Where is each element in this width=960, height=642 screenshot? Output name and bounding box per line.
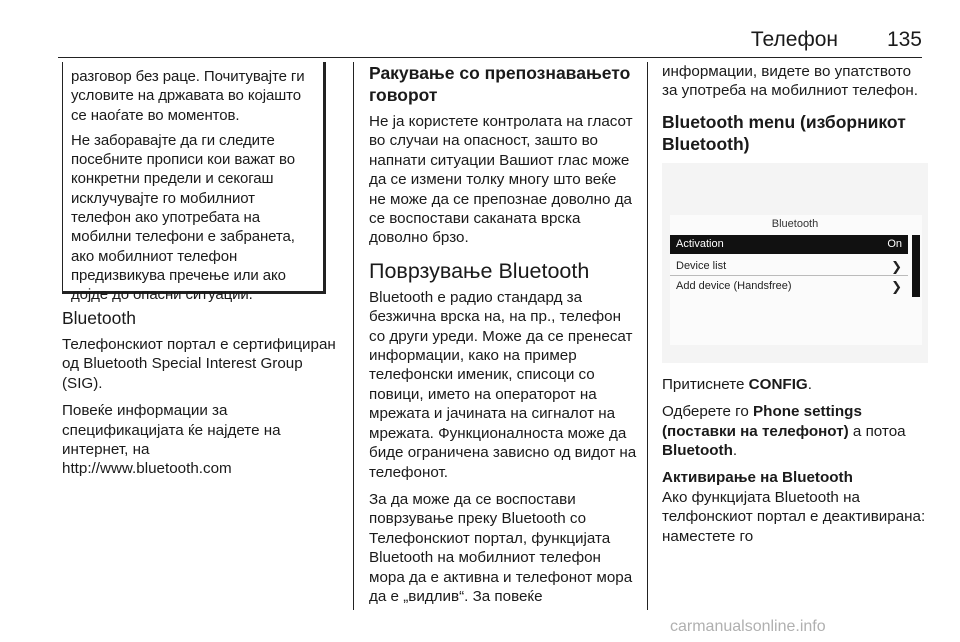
warning-text-1: разговор без раце. Почитувајте ги условите на државата во којашто се наоѓате во моментов.: [71, 68, 305, 124]
voice-heading: Ракување со препознавањето говорот: [369, 63, 631, 105]
menu-item-add-device[interactable]: [670, 277, 908, 296]
menu-item-label: Add device (Handsfree): [676, 279, 792, 292]
menu-item-label: Activation: [676, 237, 724, 250]
menu-item-activation[interactable]: [670, 235, 908, 254]
chevron-right-icon: ❯: [891, 258, 902, 274]
bluetooth-heading: Bluetooth: [62, 308, 136, 328]
bluetooth-connect-paragraph: За да може да се воспостави поврзување преку Bluetooth со Телефонскиот портал, функцијата Bluetooth на мобилниот телефон мора да е активна и телефонот мора да е „видлив“. За повеќе: [369, 490, 633, 605]
select-settings-paragraph: Одберете го Phone settings (поставки на телефонот) а потоа Bluetooth.: [662, 403, 906, 460]
activation-subheading: Активирање на Bluetooth: [662, 469, 853, 487]
column-1: [62, 308, 342, 487]
header-title: Телефон: [750, 28, 838, 51]
sig-paragraph: Телефонскиот портал е сертифициран од Bluetooth Special Interest Group (SIG).: [62, 336, 336, 392]
bluetooth-connection-heading: Поврзување Bluetooth: [369, 258, 590, 283]
bluetooth-menu-heading: Bluetooth menu (изборникот Bluetooth): [662, 111, 906, 154]
watermark: carmanualsonline.info: [670, 618, 826, 635]
bluetooth-menu-screenshot: [662, 163, 928, 363]
screen-title: Bluetooth: [771, 217, 819, 230]
manual-ref-paragraph: информации, видете во упатството за употреба на мобилниот телефон.: [662, 63, 918, 100]
column-3: [662, 62, 928, 554]
bluetooth-standard-paragraph: Bluetooth е радио стандард за безжична врска на, на пр., телефон со други уреди. Може да се пренесат информации, како на пример телефонски именик, списоци со повици, името на операторот на мрежата и јачината на сигналот на мрежата. Функционалноста може да биде ограничена зависно од видот на телефонот.: [369, 288, 637, 481]
menu-item-value: On: [887, 237, 902, 250]
page-number: 135: [886, 28, 922, 51]
menu-item-label: Device list: [676, 259, 727, 272]
page-header: [0, 0, 960, 58]
voice-paragraph: Не ја користете контролата на гласот во случаи на опасност, зашто во напнати ситуации Вашиот глас може да се измени толку многу што веќе не може да се препознае доволно да се воспостави саканата врска доволно брзо.: [369, 113, 633, 247]
column-divider-1: [353, 62, 354, 610]
spec-paragraph: Повеќе информации за спецификацијата ќе најдете на интернет, на: [62, 402, 281, 459]
bluetooth-url[interactable]: http://www.bluetooth.com: [62, 460, 232, 478]
column-2: [369, 62, 637, 614]
press-config-paragraph: Притиснете CONFIG.: [662, 375, 812, 393]
chevron-right-icon: ❯: [891, 278, 902, 294]
menu-item-device-list[interactable]: [670, 257, 908, 276]
header-rule: [58, 57, 922, 58]
warning-text-2: Не заборавајте да ги следите посебните прописи кои важат во конкретни предели и секогаш исклучувајте го мобилниот телефон ако употребата на мобилни телефони е забранета, ако мобилниот телефон предизвикува пречење или ако дојде до опасни ситуации.: [71, 131, 295, 304]
warning-box: [62, 62, 326, 304]
column-divider-2: [647, 62, 648, 610]
activation-paragraph: Ако функцијата Bluetooth на телфонскиот портал е деактивирана: наместете го: [662, 488, 926, 545]
screen-scrollbar: [912, 235, 920, 297]
